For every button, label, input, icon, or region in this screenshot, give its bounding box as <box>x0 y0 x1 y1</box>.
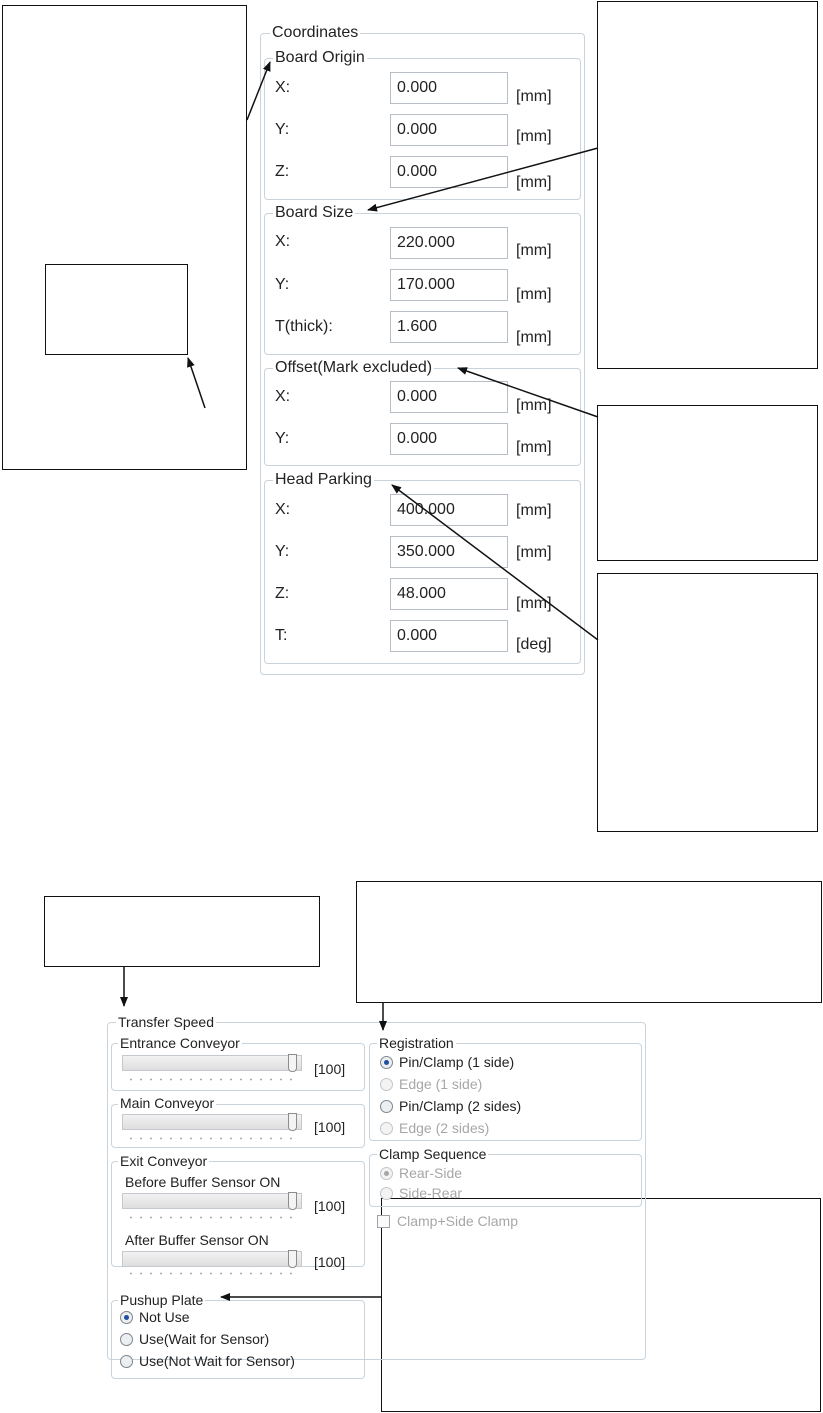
before-buffer-sensor-label: Before Buffer Sensor ON <box>125 1174 281 1190</box>
board-size-y-label: Y: <box>275 276 290 293</box>
head-parking-z-unit: [mm] <box>516 595 552 612</box>
board-origin-y-label: Y: <box>275 121 290 138</box>
arrow-to-inner-box <box>188 358 205 408</box>
head-parking-x-unit: [mm] <box>516 502 552 519</box>
board-origin-x-label: X: <box>275 79 291 96</box>
offset-x-label: X: <box>275 388 291 405</box>
arrow-to-board-size <box>368 148 598 210</box>
coordinates-title: Coordinates <box>272 24 359 41</box>
board-origin-y-unit: [mm] <box>516 128 552 145</box>
registration-title: Registration <box>379 1035 454 1051</box>
head-parking-z-label: Z: <box>275 585 290 602</box>
transfer-speed-title: Transfer Speed <box>118 1014 214 1030</box>
offset-x-unit: [mm] <box>516 397 552 414</box>
entrance-conveyor-value: [100] <box>314 1061 346 1077</box>
board-size-y-unit: [mm] <box>516 286 552 303</box>
head-parking-y-label: Y: <box>275 543 290 560</box>
registration-edge-2-label[interactable]: Edge (2 sides) <box>399 1120 490 1136</box>
arrow-to-head-parking <box>392 485 598 640</box>
clamp-side-clamp-label[interactable]: Clamp+Side Clamp <box>397 1213 518 1229</box>
board-size-t-label: T(thick): <box>275 318 333 335</box>
clamp-rear-side-label[interactable]: Rear-Side <box>399 1165 463 1181</box>
clamp-sequence-title: Clamp Sequence <box>379 1146 487 1162</box>
offset-y-unit: [mm] <box>516 439 552 456</box>
pushup-plate-title: Pushup Plate <box>120 1292 204 1308</box>
before-buffer-sensor-value: [100] <box>314 1198 346 1214</box>
board-origin-x-unit: [mm] <box>516 88 552 105</box>
head-parking-t-label: T: <box>275 627 288 644</box>
board-origin-z-label: Z: <box>275 163 290 180</box>
board-size-t-unit: [mm] <box>516 329 552 346</box>
offset-title: Offset(Mark excluded) <box>275 359 433 376</box>
pushup-not-use-label[interactable]: Not Use <box>139 1309 190 1325</box>
head-parking-y-unit: [mm] <box>516 544 552 561</box>
entrance-conveyor-title: Entrance Conveyor <box>120 1035 240 1051</box>
head-parking-t-unit: [deg] <box>516 636 552 653</box>
registration-pin-clamp-1-label[interactable]: Pin/Clamp (1 side) <box>399 1054 515 1070</box>
board-size-x-unit: [mm] <box>516 242 552 259</box>
exit-conveyor-title: Exit Conveyor <box>120 1153 208 1169</box>
board-origin-z-unit: [mm] <box>516 174 552 191</box>
pushup-not-wait-sensor-label[interactable]: Use(Not Wait for Sensor) <box>139 1353 295 1369</box>
board-size-title: Board Size <box>275 204 354 221</box>
offset-y-label: Y: <box>275 430 290 447</box>
after-buffer-sensor-label: After Buffer Sensor ON <box>125 1232 269 1248</box>
pushup-wait-sensor-label[interactable]: Use(Wait for Sensor) <box>139 1331 270 1347</box>
main-conveyor-value: [100] <box>314 1119 346 1135</box>
board-origin-title: Board Origin <box>275 49 365 66</box>
arrow-to-board-origin <box>247 62 270 120</box>
head-parking-title: Head Parking <box>275 471 372 488</box>
registration-pin-clamp-2-label[interactable]: Pin/Clamp (2 sides) <box>399 1098 522 1114</box>
registration-edge-1-label[interactable]: Edge (1 side) <box>399 1076 483 1092</box>
board-size-x-label: X: <box>275 233 291 250</box>
after-buffer-sensor-value: [100] <box>314 1254 346 1270</box>
head-parking-x-label: X: <box>275 501 291 518</box>
clamp-side-rear-label[interactable]: Side-Rear <box>399 1185 463 1201</box>
arrow-to-offset <box>458 368 598 417</box>
main-conveyor-title: Main Conveyor <box>120 1095 215 1111</box>
